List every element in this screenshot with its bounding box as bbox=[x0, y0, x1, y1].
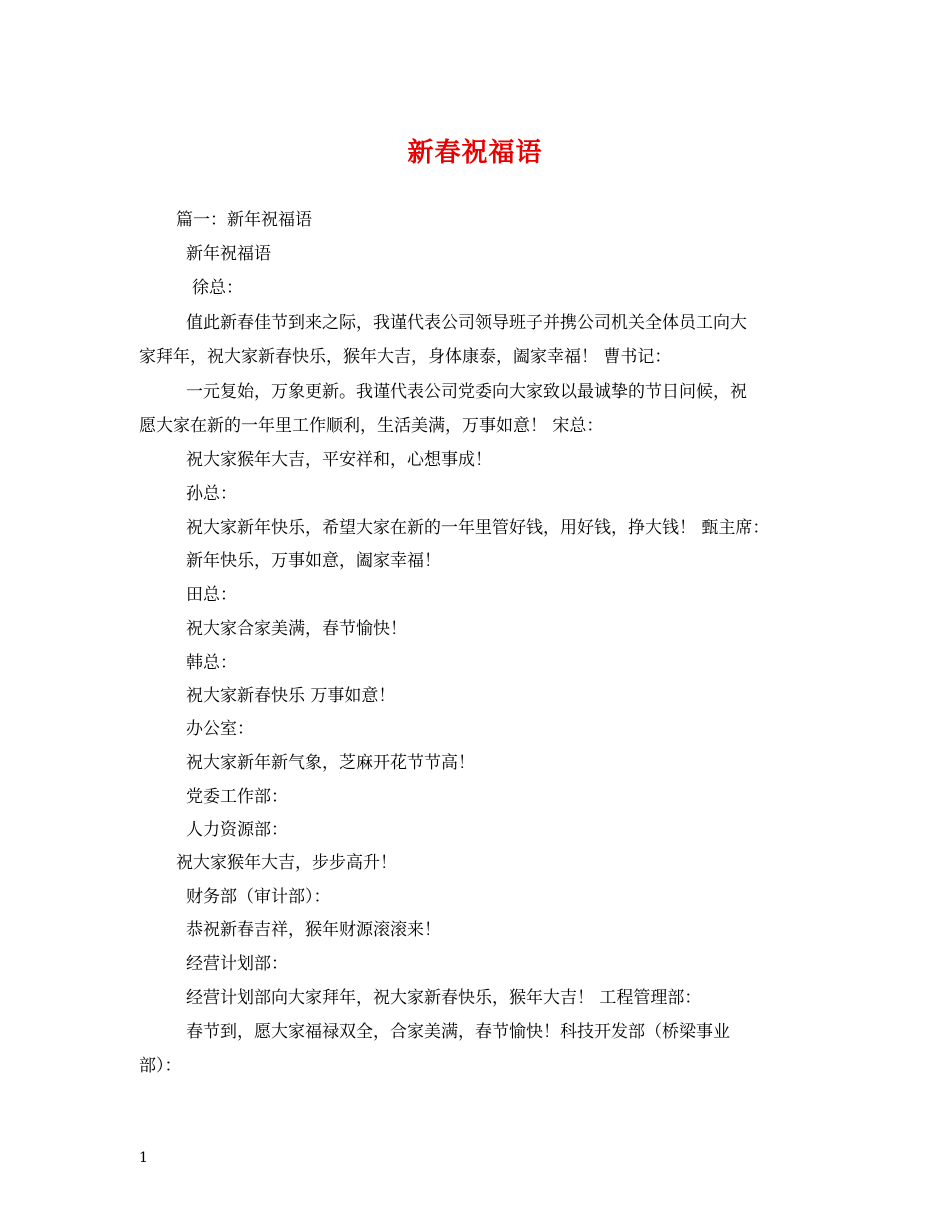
text-line: 愿大家在新的一年里工作顺利，生活美满，万事如意！ 宋总： bbox=[139, 416, 604, 436]
text-line: 党委工作部： bbox=[186, 787, 288, 807]
text-line: 徐总： bbox=[192, 278, 243, 298]
page-number: 1 bbox=[139, 1150, 148, 1166]
text-line: 祝大家新年快乐，希望大家在新的一年里管好钱，用好钱，挣大钱！ 甄主席： bbox=[186, 518, 770, 538]
text-line: 祝大家猴年大吉，平安祥和，心想事成！ bbox=[186, 450, 492, 470]
text-line: 一元复始，万象更新。我谨代表公司党委向大家致以最诚挚的节日问候，祝 bbox=[186, 382, 747, 402]
text-line: 祝大家新春快乐 万事如意！ bbox=[186, 686, 396, 706]
text-line: 财务部（审计部）： bbox=[186, 887, 331, 907]
text-line: 新年快乐，万事如意，阖家幸福！ bbox=[186, 551, 441, 571]
text-line: 经营计划部向大家拜年，祝大家新春快乐，猴年大吉！ 工程管理部： bbox=[186, 988, 702, 1008]
text-line: 值此新春佳节到来之际，我谨代表公司领导班子并携公司机关全体员工向大 bbox=[186, 313, 747, 333]
text-line: 祝大家合家美满，春节愉快！ bbox=[186, 619, 407, 639]
text-line: 经营计划部： bbox=[186, 954, 288, 974]
text-line: 人力资源部： bbox=[186, 820, 288, 840]
text-line: 家拜年，祝大家新春快乐，猴年大吉，身体康泰，阖家幸福！ 曹书记： bbox=[139, 347, 672, 367]
text-line: 韩总： bbox=[186, 653, 237, 673]
text-line: 春节到，愿大家福禄双全，合家美满，春节愉快！科技开发部（桥梁事业 bbox=[186, 1022, 730, 1042]
text-line: 篇一：新年祝福语 bbox=[176, 210, 312, 230]
text-line: 祝大家猴年大吉，步步高升！ bbox=[176, 853, 397, 873]
text-line: 办公室： bbox=[186, 719, 254, 739]
text-line: 田总： bbox=[186, 585, 237, 605]
document-title: 新春祝福语 bbox=[407, 138, 543, 168]
text-line: 新年祝福语 bbox=[186, 244, 271, 264]
text-line: 部）： bbox=[139, 1056, 182, 1076]
text-line: 恭祝新春吉祥，猴年财源滚滚来！ bbox=[186, 920, 441, 940]
text-line: 孙总： bbox=[186, 484, 237, 504]
text-line: 祝大家新年新气象，芝麻开花节节高！ bbox=[186, 753, 475, 773]
